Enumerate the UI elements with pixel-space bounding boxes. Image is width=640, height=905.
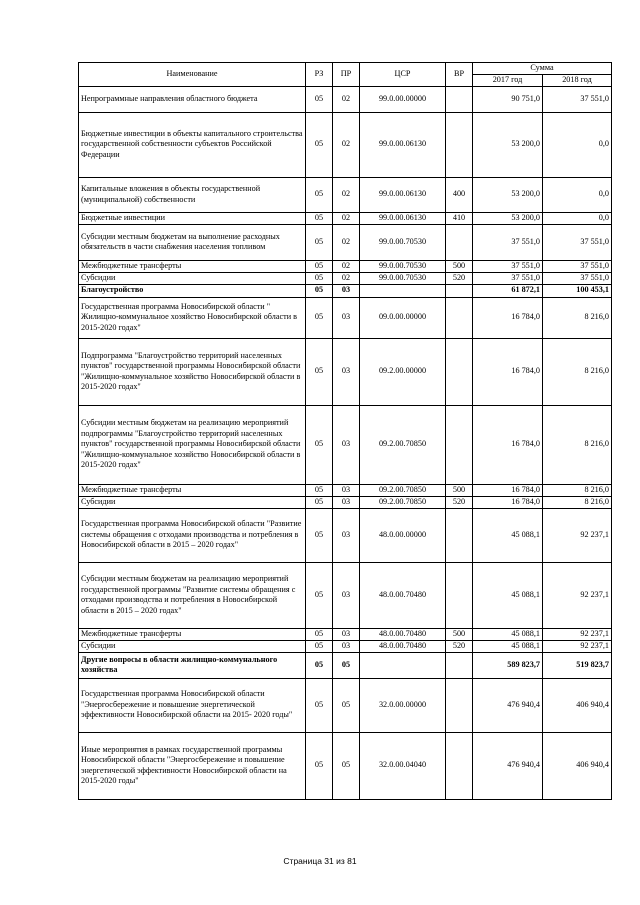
table-row bbox=[79, 272, 612, 284]
cell-2018: 92 237,1 bbox=[543, 628, 612, 640]
cell-vr bbox=[446, 224, 473, 260]
cell-name: Субсидии bbox=[79, 272, 306, 284]
cell-rz: 05 bbox=[306, 496, 333, 508]
cell-rz: 05 bbox=[306, 678, 333, 732]
cell-vr bbox=[446, 405, 473, 484]
cell-name: Субсидии местным бюджетам на реализацию мероприятий подпрограммы "Благоустройство территорий населенных пунктов" государственной программы Новосибирской области "Жилищно-коммунальное хозяйство Новосибирской области в 2015-2020 годах" bbox=[79, 405, 306, 484]
cell-vr: 500 bbox=[446, 260, 473, 272]
cell-vr: 500 bbox=[446, 628, 473, 640]
table-row bbox=[79, 508, 612, 562]
cell-name: Другие вопросы в области жилищно-коммунального хозяйства bbox=[79, 652, 306, 678]
table-body bbox=[79, 86, 612, 799]
cell-pr: 02 bbox=[333, 260, 360, 272]
cell-rz: 05 bbox=[306, 112, 333, 177]
cell-name: Межбюджетные трансферты bbox=[79, 260, 306, 272]
cell-rz: 05 bbox=[306, 732, 333, 799]
cell-rz: 05 bbox=[306, 508, 333, 562]
cell-vr bbox=[446, 297, 473, 338]
cell-2017: 45 088,1 bbox=[473, 562, 543, 628]
cell-name: Государственная программа Новосибирской области "Энергосбережение и повышение энергетической эффективности Новосибирской области на 2015- 2020 годы" bbox=[79, 678, 306, 732]
cell-vr bbox=[446, 338, 473, 405]
header-name: Наименование bbox=[79, 63, 306, 87]
cell-name: Иные мероприятия в рамках государственной программы Новосибирской области "Энергосбережение и повышение энергетической эффективности Новосибирской области на 2015-2020 годы" bbox=[79, 732, 306, 799]
cell-name: Непрограммные направления областного бюджета bbox=[79, 86, 306, 112]
cell-2017: 16 784,0 bbox=[473, 496, 543, 508]
cell-2017: 53 200,0 bbox=[473, 212, 543, 224]
cell-vr: 520 bbox=[446, 640, 473, 652]
cell-vr bbox=[446, 508, 473, 562]
cell-pr: 03 bbox=[333, 496, 360, 508]
cell-name: Субсидии bbox=[79, 496, 306, 508]
cell-vr: 520 bbox=[446, 272, 473, 284]
cell-vr bbox=[446, 652, 473, 678]
cell-csr: 09.2.00.00000 bbox=[360, 338, 446, 405]
cell-2018: 37 551,0 bbox=[543, 260, 612, 272]
cell-pr: 03 bbox=[333, 297, 360, 338]
cell-2018: 8 216,0 bbox=[543, 338, 612, 405]
cell-rz: 05 bbox=[306, 652, 333, 678]
cell-csr: 32.0.00.04040 bbox=[360, 732, 446, 799]
cell-name: Благоустройство bbox=[79, 284, 306, 297]
cell-pr: 02 bbox=[333, 177, 360, 212]
cell-name: Подпрограмма "Благоустройство территорий населенных пунктов" государственной программы Новосибирской области "Жилищно-коммунальное хозяйство Новосибирской области в 2015-2020 годах" bbox=[79, 338, 306, 405]
cell-pr: 03 bbox=[333, 405, 360, 484]
cell-vr: 520 bbox=[446, 496, 473, 508]
cell-2017: 476 940,4 bbox=[473, 732, 543, 799]
cell-csr: 09.0.00.00000 bbox=[360, 297, 446, 338]
header-sum: Сумма bbox=[473, 63, 612, 75]
cell-rz: 05 bbox=[306, 405, 333, 484]
cell-2017: 16 784,0 bbox=[473, 484, 543, 496]
cell-rz: 05 bbox=[306, 338, 333, 405]
cell-2018: 0,0 bbox=[543, 112, 612, 177]
table-row bbox=[79, 640, 612, 652]
table-row bbox=[79, 284, 612, 297]
cell-2017: 37 551,0 bbox=[473, 260, 543, 272]
header-csr: ЦСР bbox=[360, 63, 446, 87]
cell-rz: 05 bbox=[306, 272, 333, 284]
budget-table bbox=[78, 62, 612, 800]
cell-2017: 37 551,0 bbox=[473, 272, 543, 284]
cell-2018: 519 823,7 bbox=[543, 652, 612, 678]
cell-csr: 32.0.00.00000 bbox=[360, 678, 446, 732]
cell-pr: 03 bbox=[333, 640, 360, 652]
cell-pr: 05 bbox=[333, 678, 360, 732]
cell-pr: 02 bbox=[333, 224, 360, 260]
cell-2018: 406 940,4 bbox=[543, 732, 612, 799]
table-row bbox=[79, 338, 612, 405]
cell-2018: 37 551,0 bbox=[543, 86, 612, 112]
cell-pr: 03 bbox=[333, 484, 360, 496]
cell-rz: 05 bbox=[306, 562, 333, 628]
cell-pr: 05 bbox=[333, 652, 360, 678]
cell-vr bbox=[446, 284, 473, 297]
cell-name: Бюджетные инвестиции bbox=[79, 212, 306, 224]
table-row bbox=[79, 297, 612, 338]
cell-csr bbox=[360, 284, 446, 297]
cell-csr: 99.0.00.70530 bbox=[360, 224, 446, 260]
cell-vr bbox=[446, 678, 473, 732]
cell-2017: 53 200,0 bbox=[473, 112, 543, 177]
cell-csr: 99.0.00.00000 bbox=[360, 86, 446, 112]
cell-2018: 406 940,4 bbox=[543, 678, 612, 732]
cell-name: Субсидии bbox=[79, 640, 306, 652]
cell-pr: 02 bbox=[333, 272, 360, 284]
header-year-2017: 2017 год bbox=[473, 74, 543, 86]
cell-vr: 400 bbox=[446, 177, 473, 212]
cell-pr: 03 bbox=[333, 338, 360, 405]
cell-rz: 05 bbox=[306, 628, 333, 640]
cell-csr: 48.0.00.00000 bbox=[360, 508, 446, 562]
cell-rz: 05 bbox=[306, 260, 333, 272]
cell-csr bbox=[360, 652, 446, 678]
cell-pr: 03 bbox=[333, 628, 360, 640]
cell-csr: 09.2.00.70850 bbox=[360, 405, 446, 484]
cell-2017: 45 088,1 bbox=[473, 628, 543, 640]
cell-name: Субсидии местным бюджетам на реализацию мероприятий государственной программы "Развитие системы обращения с отходами производства и потребления в Новосибирской области в 2015 – 2020 годах" bbox=[79, 562, 306, 628]
cell-name: Межбюджетные трансферты bbox=[79, 628, 306, 640]
header-vr: ВР bbox=[446, 63, 473, 87]
page-number: Страница 31 из 81 bbox=[283, 856, 357, 866]
cell-vr bbox=[446, 86, 473, 112]
table-row bbox=[79, 112, 612, 177]
table-row bbox=[79, 224, 612, 260]
cell-pr: 03 bbox=[333, 562, 360, 628]
table-row bbox=[79, 496, 612, 508]
cell-2017: 16 784,0 bbox=[473, 297, 543, 338]
cell-rz: 05 bbox=[306, 177, 333, 212]
table-row bbox=[79, 484, 612, 496]
cell-csr: 99.0.00.06130 bbox=[360, 112, 446, 177]
table-row bbox=[79, 177, 612, 212]
cell-name: Капитальные вложения в объекты государственной (муниципальной) собственности bbox=[79, 177, 306, 212]
cell-csr: 99.0.00.06130 bbox=[360, 212, 446, 224]
cell-2017: 45 088,1 bbox=[473, 508, 543, 562]
table-row bbox=[79, 260, 612, 272]
header-rz: РЗ bbox=[306, 63, 333, 87]
cell-rz: 05 bbox=[306, 224, 333, 260]
cell-vr bbox=[446, 112, 473, 177]
cell-2018: 8 216,0 bbox=[543, 297, 612, 338]
header-row-1 bbox=[79, 63, 612, 75]
cell-2018: 8 216,0 bbox=[543, 484, 612, 496]
cell-csr: 99.0.00.70530 bbox=[360, 272, 446, 284]
cell-2017: 45 088,1 bbox=[473, 640, 543, 652]
table-row bbox=[79, 86, 612, 112]
cell-pr: 03 bbox=[333, 508, 360, 562]
cell-vr: 500 bbox=[446, 484, 473, 496]
cell-csr: 48.0.00.70480 bbox=[360, 562, 446, 628]
cell-rz: 05 bbox=[306, 212, 333, 224]
cell-2017: 589 823,7 bbox=[473, 652, 543, 678]
cell-2017: 53 200,0 bbox=[473, 177, 543, 212]
cell-2018: 37 551,0 bbox=[543, 224, 612, 260]
cell-2018: 92 237,1 bbox=[543, 562, 612, 628]
cell-rz: 05 bbox=[306, 297, 333, 338]
cell-rz: 05 bbox=[306, 484, 333, 496]
header-year-2018: 2018 год bbox=[543, 74, 612, 86]
cell-2018: 8 216,0 bbox=[543, 405, 612, 484]
table-row bbox=[79, 405, 612, 484]
cell-csr: 09.2.00.70850 bbox=[360, 484, 446, 496]
cell-2018: 37 551,0 bbox=[543, 272, 612, 284]
cell-rz: 05 bbox=[306, 284, 333, 297]
table-row bbox=[79, 652, 612, 678]
cell-name: Государственная программа Новосибирской области " Жилищно-коммунальное хозяйство Новосибирской области в 2015-2020 годах" bbox=[79, 297, 306, 338]
cell-2017: 16 784,0 bbox=[473, 338, 543, 405]
cell-2017: 16 784,0 bbox=[473, 405, 543, 484]
cell-name: Субсидии местным бюджетам на выполнение расходных обязательств в части снабжения населения топливом bbox=[79, 224, 306, 260]
cell-name: Межбюджетные трансферты bbox=[79, 484, 306, 496]
cell-pr: 02 bbox=[333, 112, 360, 177]
table-row bbox=[79, 628, 612, 640]
cell-2017: 61 872,1 bbox=[473, 284, 543, 297]
cell-vr: 410 bbox=[446, 212, 473, 224]
cell-pr: 03 bbox=[333, 284, 360, 297]
cell-2018: 92 237,1 bbox=[543, 640, 612, 652]
cell-2018: 8 216,0 bbox=[543, 496, 612, 508]
cell-2018: 0,0 bbox=[543, 177, 612, 212]
cell-pr: 02 bbox=[333, 86, 360, 112]
cell-rz: 05 bbox=[306, 86, 333, 112]
cell-pr: 02 bbox=[333, 212, 360, 224]
header-pr: ПР bbox=[333, 63, 360, 87]
cell-csr: 09.2.00.70850 bbox=[360, 496, 446, 508]
cell-csr: 99.0.00.70530 bbox=[360, 260, 446, 272]
table-row bbox=[79, 678, 612, 732]
cell-vr bbox=[446, 732, 473, 799]
cell-2018: 92 237,1 bbox=[543, 508, 612, 562]
table-row bbox=[79, 212, 612, 224]
cell-name: Государственная программа Новосибирской области "Развитие системы обращения с отходами производства и потребления в Новосибирской области в 2015 – 2020 годах" bbox=[79, 508, 306, 562]
cell-pr: 05 bbox=[333, 732, 360, 799]
table-row bbox=[79, 562, 612, 628]
cell-rz: 05 bbox=[306, 640, 333, 652]
cell-vr bbox=[446, 562, 473, 628]
table-row bbox=[79, 732, 612, 799]
cell-csr: 48.0.00.70480 bbox=[360, 640, 446, 652]
cell-2018: 0,0 bbox=[543, 212, 612, 224]
cell-2017: 37 551,0 bbox=[473, 224, 543, 260]
cell-csr: 48.0.00.70480 bbox=[360, 628, 446, 640]
cell-2017: 476 940,4 bbox=[473, 678, 543, 732]
cell-csr: 99.0.00.06130 bbox=[360, 177, 446, 212]
cell-name: Бюджетные инвестиции в объекты капитального строительства государственной собственности субъектов Российской Федерации bbox=[79, 112, 306, 177]
cell-2017: 90 751,0 bbox=[473, 86, 543, 112]
cell-2018: 100 453,1 bbox=[543, 284, 612, 297]
